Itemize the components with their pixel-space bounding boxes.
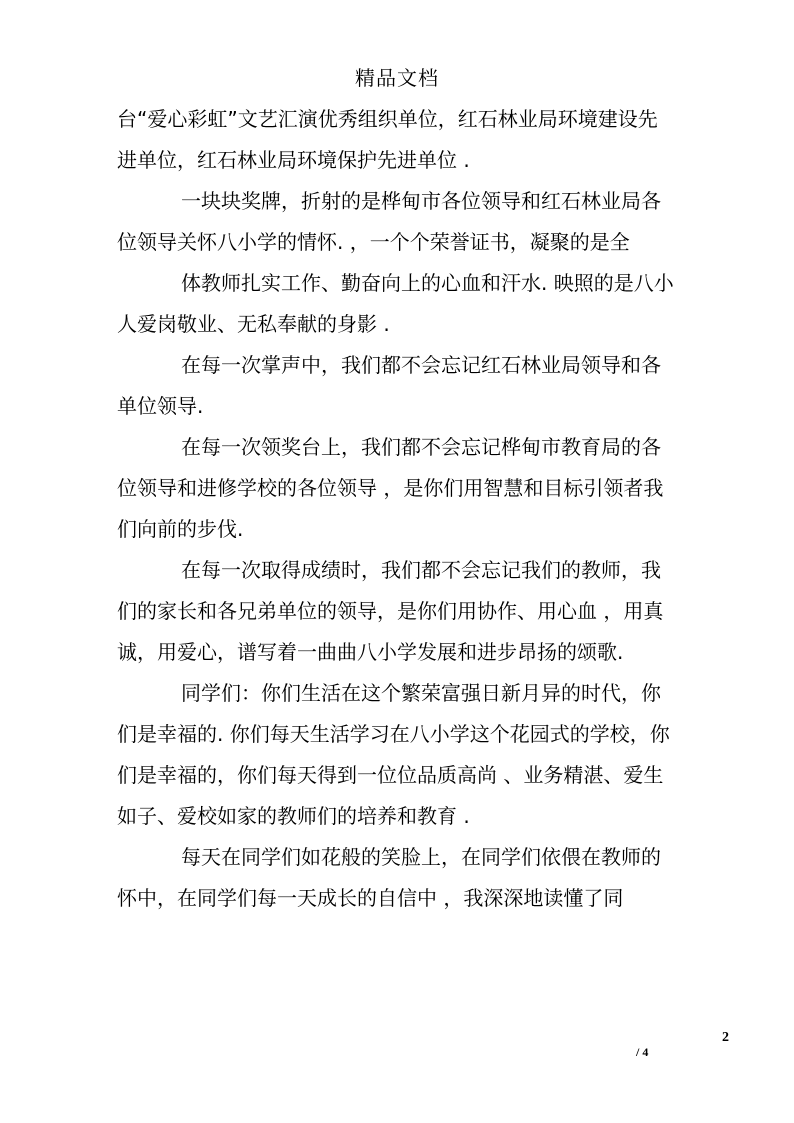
paragraph-2: 一块块奖牌，折射的是桦甸市各位领导和红石林业局各位领导关怀八小学的情怀. ，一个个荣誉证书，凝聚的是全 (117, 189, 661, 254)
document-body (117, 99, 677, 919)
page-header-title: 精品文档 (355, 66, 439, 90)
paragraph-8: 每天在同学们如花般的笑脸上，在同学们依偎在教师的怀中，在同学们每一天成长的自信中 ，我深深地读懂了同 (117, 845, 661, 910)
paragraph-7: 同学们：你们生活在这个繁荣富强日新月异的时代，你们是幸福的. 你们每天生活学习在八小学这个花园式的学校，你们是幸福的，你们每天得到一位位品质高尚 、业务精湛、爱生如子、爱校如家的教师们的培养和教育 . (117, 681, 670, 828)
paragraph-3: 体教师扎实工作、勤奋向上的心血和汗水. 映照的是八小人爱岗敬业、无私奉献的身影 . (117, 271, 674, 336)
paragraph-5: 在每一次领奖台上，我们都不会忘记桦甸市教育局的各位领导和进修学校的各位领导 ，是你们用智慧和目标引领者我们向前的步伐. (117, 435, 664, 541)
paragraph-1: 台“爱心彩虹”文艺汇演优秀组织单位，红石林业局环境建设先进单位，红石林业局环境保护先进单位 . (117, 107, 658, 172)
paragraph-6: 在每一次取得成绩时，我们都不会忘记我们的教师，我们的家长和各兄弟单位的领导，是你们用协作、用心血 ，用真诚，用爱心，谱写着一曲曲八小学发展和进步昂扬的颂歌. (117, 558, 664, 664)
page-total: / 4 (636, 1045, 649, 1059)
page-number: 2 (722, 1030, 729, 1045)
paragraph-4: 在每一次掌声中，我们都不会忘记红石林业局领导和各单位领导. (117, 353, 661, 418)
